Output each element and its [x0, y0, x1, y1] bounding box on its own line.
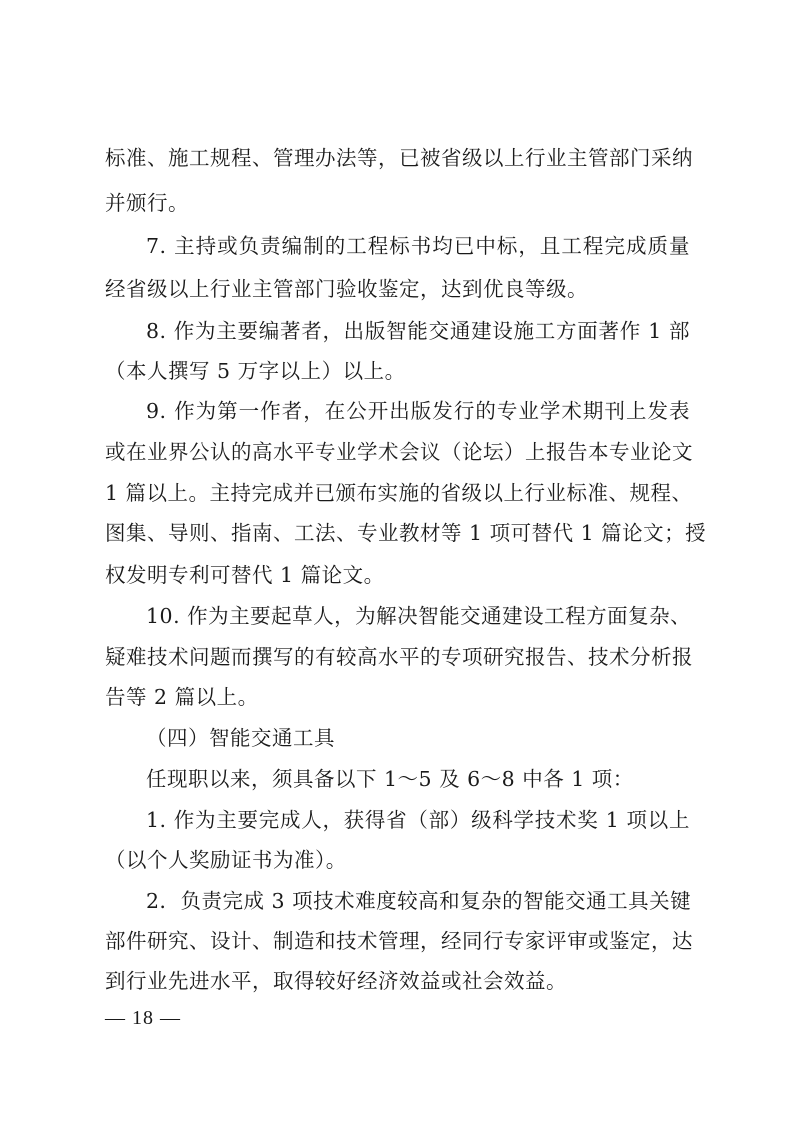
text-line: 或在业界公认的高水平专业学术会议（论坛）上报告本专业论文: [105, 440, 693, 464]
text-line: 疑难技术问题而撰写的有较高水平的专项研究报告、技术分析报: [105, 645, 693, 669]
text-line: 1 篇以上。主持完成并已颁布实施的省级以上行业标准、规程、: [105, 481, 693, 505]
text-line: 1. 作为主要完成人，获得省（部）级科学技术奖 1 项以上: [146, 808, 690, 832]
text-line: 任现职以来，须具备以下 1～5 及 6～8 中各 1 项：: [146, 767, 634, 791]
text-line: 2．负责完成 3 项技术难度较高和复杂的智能交通工具关键: [146, 889, 692, 913]
text-line: 部件研究、设计、制造和技术管理，经同行专家评审或鉴定，达: [105, 929, 693, 953]
text-line: 图集、导则、指南、工法、专业教材等 1 项可替代 1 篇论文；授: [105, 521, 707, 545]
text-line: 9. 作为第一作者，在公开出版发行的专业学术期刊上发表: [146, 399, 690, 423]
text-line: 权发明专利可替代 1 篇论文。: [105, 563, 385, 587]
text-line: 8. 作为主要编著者，出版智能交通建设施工方面著作 1 部: [146, 319, 690, 343]
page-number: — 18 —: [105, 1007, 181, 1029]
text-line: 标准、施工规程、管理办法等，已被省级以上行业主管部门采纳: [105, 146, 693, 170]
text-line: （本人撰写 5 万字以上）以上。: [105, 359, 406, 383]
text-line: 并颁行。: [105, 191, 189, 215]
section-heading: （四）智能交通工具: [146, 726, 335, 750]
text-line: 到行业先进水平，取得较好经济效益或社会效益。: [105, 969, 567, 993]
text-line: 经省级以上行业主管部门验收鉴定，达到优良等级。: [105, 277, 588, 301]
text-line: 告等 2 篇以上。: [105, 685, 259, 709]
text-line: 10. 作为主要起草人，为解决智能交通建设工程方面复杂、: [146, 604, 692, 628]
text-line: （以个人奖励证书为准）。: [105, 848, 347, 872]
text-line: 7. 主持或负责编制的工程标书均已中标，且工程完成质量: [146, 234, 690, 258]
